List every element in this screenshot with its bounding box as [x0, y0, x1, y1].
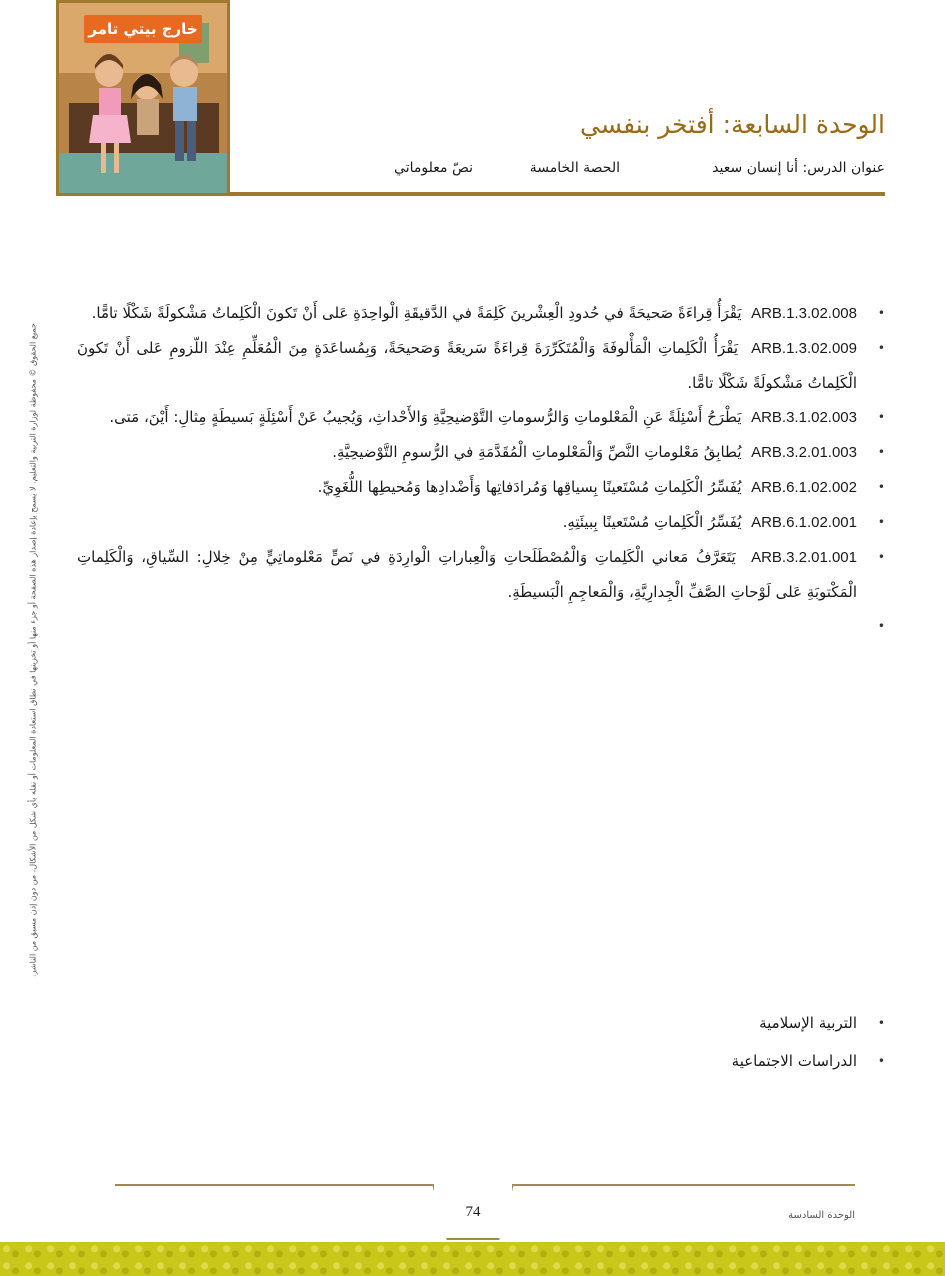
outcome-text: يَتَعَرَّفُ مَعاني الْكَلِماتِ وَالْمُصْطَلَحاتِ وَالْعِباراتِ الْوارِدَةِ في نَصٍّ مَعْلوماتِيٍّ مِنْ خِلالِ: السِّياقِ، وَالْكَلِماتِ الْمَكْتوبَةِ عَلى لَوْحاتِ الصَّفِّ الْجِدارِيَّةِ، وَالْمَعاجِمِ الْبَسيطَةِ. — [77, 548, 857, 601]
outcome-code: ARB.6.1.02.002 — [751, 479, 857, 496]
lesson-period: الحصة الخامسة — [529, 160, 620, 176]
outcome-item — [77, 435, 885, 470]
outcome-text: يَقْرَأُ الْكَلِماتِ الْمَأْلوفَةَ وَالْمُتَكَرِّرَةَ قِراءَةً سَريعَةً وَصَحيحَةً، وَبِمُساعَدَةٍ مِنَ الْمُعَلِّمِ عِنْدَ اللّزومِ عَلى أَنْ تَكونَ الْكَلِماتُ مَشْكولَةً شَكْلًا تامًّا. — [77, 339, 857, 392]
outcome-item-empty — [77, 609, 885, 644]
outcome-code: ARB.6.1.02.001 — [751, 514, 857, 531]
footer-unit-label: الوحدة السادسة — [788, 1210, 855, 1221]
outcome-item — [77, 540, 885, 609]
lesson-title: عنوان الدرس: أنا إنسان سعيد — [712, 160, 885, 176]
cover-title: خارج بيتي تامر — [84, 15, 202, 43]
outcome-item — [77, 505, 885, 540]
decorative-bottom-band — [0, 1242, 945, 1276]
learning-outcomes-list — [77, 296, 885, 644]
outcome-code: ARB.3.1.02.003 — [751, 409, 857, 426]
copyright-note — [24, 290, 42, 1010]
outcome-text: يَطْرَحُ أَسْئِلَةً عَنِ الْمَعْلوماتِ وَالرُّسوماتِ التَّوْضيحِيَّةِ وَالأَحْداثِ، وَيُجيبُ عَنْ أَسْئِلَةٍ بَسيطَةٍ مِثالِ: أَيْنَ، مَتى. — [109, 408, 742, 426]
outcome-item — [77, 470, 885, 505]
subject-item: • التربية الإسلامية — [77, 1004, 885, 1042]
outcome-text: يُفَسِّرُ الْكَلِماتِ مُسْتَعينًا بِسياقِها وَمُرادَفاتِها وَأَضْدادِها وَمُحيطِها اللُّغَوِيِّ. — [317, 478, 742, 496]
cover-image — [56, 0, 230, 196]
lesson-info-row — [245, 160, 885, 186]
outcome-text: يُفَسِّرُ الْكَلِماتِ مُسْتَعينًا بِبيئَتِهِ. — [562, 513, 742, 531]
outcome-text: يُطابِقُ مَعْلوماتِ النَّصِّ وَالْمَعْلوماتِ الْمُقَدَّمَةِ في الرُّسومِ التَّوْضيحِيَّةِ. — [332, 443, 742, 461]
lesson-text-type: نصّ معلوماتي — [394, 160, 473, 176]
subject-item: • الدراسات الاجتماعية — [77, 1042, 885, 1080]
page-number: 74 — [465, 1204, 481, 1220]
outcome-code: ARB.3.2.01.003 — [751, 444, 857, 461]
outcome-code: ARB.3.2.01.001 — [751, 549, 857, 566]
outcome-code: ARB.1.3.02.008 — [751, 305, 857, 322]
copyright-text: جميع الحقوق © محفوظة لوزارة التربية والتعليم. لا يسمح بإعادة إصدار هذه الصفحة أو جزء منها أو تخزينها في نطاق استعادة المعلومات أو نقله بأي شكل من الأشكال، من دون إذن مسبق من الناشر. — [28, 323, 38, 977]
outcome-item — [77, 400, 885, 435]
outcome-item — [77, 331, 885, 400]
outcome-text: يَقْرَأُ قِراءَةً صَحيحَةً في حُدودِ الْعِشْرينَ كَلِمَةً في الدَّقيقَةِ الْواحِدَةِ عَلى أَنْ تَكونَ الْكَلِماتُ مَشْكولَةً شَكْلًا تامًّا. — [91, 304, 742, 322]
outcome-item — [77, 296, 885, 331]
unit-title: الوحدة السابعة: أفتخر بنفسي — [580, 110, 885, 139]
outcome-code: ARB.1.3.02.009 — [751, 340, 857, 357]
header-divider — [230, 192, 885, 196]
linked-subjects-list — [77, 1004, 885, 1080]
